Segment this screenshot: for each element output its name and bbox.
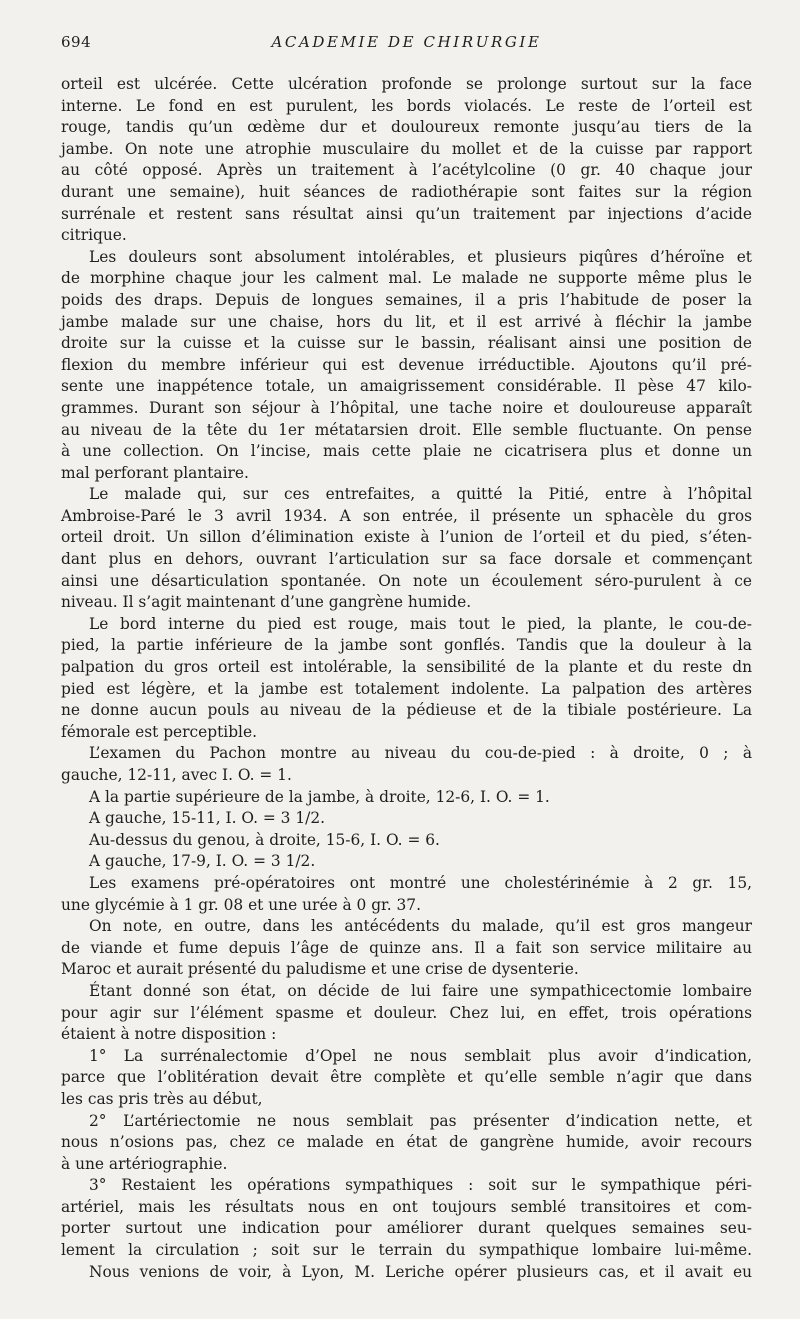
text-line: Étant donné son état, on décide de lui faire une sympathicectomie lombaire: [89, 981, 752, 1000]
text-line: orteil est ulcérée. Cette ulcération profonde se prolonge surtout sur la face: [61, 75, 752, 93]
text-line: Le malade qui, sur ces entrefaites, a quitté la Pitié, entre à l’hôpital: [89, 485, 752, 504]
text-line: étaient à notre disposition :: [61, 1025, 277, 1044]
text-line: poids des draps. Depuis de longues semaines, il a pris l’habitude de poser la: [61, 290, 752, 309]
text-line: niveau. Il s’agit maintenant d’une gangrène humide.: [61, 593, 472, 612]
text-line: à une artériographie.: [61, 1154, 228, 1173]
text-line: ne donne aucun pouls au niveau de la pédieuse et de la tibiale postérieure. La: [61, 701, 752, 720]
text-line: au côté opposé. Après un traitement à l’acétylcoline (0 gr. 40 chaque jour: [61, 161, 752, 180]
text-line: A gauche, 17-9, I. O. = 3 1/2.: [89, 852, 316, 871]
text-line: ainsi une désarticulation spontanée. On note un écoulement séro-purulent à ce: [61, 571, 752, 590]
text-line: Ambroise-Paré le 3 avril 1934. A son entrée, il présente un sphacèle du gros: [61, 506, 752, 525]
text-line: jambe malade sur une chaise, hors du lit, et il est arrivé à fléchir la jambe: [61, 312, 752, 331]
text-line: une glycémie à 1 gr. 08 et une urée à 0 gr. 37.: [61, 895, 421, 914]
text-line: durant une semaine), huit séances de radiothérapie sont faites sur la région: [61, 182, 752, 201]
text-line: sente une inappétence totale, un amaigrissement considérable. Il pèse 47 kilo-: [61, 377, 752, 396]
page-number: 694: [61, 33, 92, 51]
text-line: On note, en outre, dans les antécédents du malade, qu’il est gros mangeur: [89, 917, 752, 936]
text-line: jambe. On note une atrophie musculaire du mollet et de la cuisse par rapport: [61, 139, 752, 158]
text-line: A la partie supérieure de la jambe, à droite, 12-6, I. O. = 1.: [89, 787, 550, 806]
text-line: citrique.: [61, 226, 127, 245]
text-line: Les examens pré-opératoires ont montré une cholestérinémie à 2 gr. 15,: [89, 873, 752, 892]
text-line: lement la circulation ; soit sur le terrain du sympathique lombaire lui-même.: [61, 1241, 752, 1260]
text-line: parce que l’oblitération devait être complète et qu’elle semble n’agir que dans: [61, 1068, 752, 1087]
text-line: grammes. Durant son séjour à l’hôpital, une tache noire et douloureuse apparaît: [61, 398, 752, 417]
text-line: à une collection. On l’incise, mais cette plaie ne cicatrisera plus et donne un: [61, 442, 752, 461]
text-line: palpation du gros orteil est intolérable, la sensibilité de la plante et du reste dn: [61, 658, 752, 677]
text-line: pied, la partie inférieure de la jambe sont gonflés. Tandis que la douleur à la: [61, 636, 752, 655]
text-line: mal perforant plantaire.: [61, 463, 249, 482]
text-line: rouge, tandis qu’un œdème dur et douloureux remonte jusqu’au tiers de la: [61, 118, 752, 137]
text-line: fémorale est perceptible.: [61, 722, 257, 741]
text-line: Maroc et aurait présenté du paludisme et une crise de dysenterie.: [61, 960, 579, 979]
text-line: Les douleurs sont absolument intolérables, et plusieurs piqûres d’héroïne et: [89, 247, 752, 266]
text-line: 2° L’artériectomie ne nous semblait pas présenter d’indication nette, et: [89, 1111, 752, 1130]
text-line: nous n’osions pas, chez ce malade en état de gangrène humide, avoir recours: [61, 1133, 752, 1152]
text-line: surrénale et restent sans résultat ainsi qu’un traitement par injections d’acide: [61, 204, 752, 223]
text-line: de morphine chaque jour les calment mal. Le malade ne supporte même plus le: [61, 269, 752, 288]
body-text: [61, 74, 752, 1283]
text-line: L’examen du Pachon montre au niveau du cou-de-pied : à droite, 0 ; à: [89, 744, 752, 763]
text-line: les cas pris très au début,: [61, 1089, 263, 1108]
text-line: dant plus en dehors, ouvrant l’articulation sur sa face dorsale et commençant: [61, 550, 752, 569]
text-line: 1° La surrénalectomie d’Opel ne nous semblait plus avoir d’indication,: [89, 1046, 752, 1065]
text-line: orteil droit. Un sillon d’élimination existe à l’union de l’orteil et du pied, s’éten-: [61, 528, 752, 547]
text-line: interne. Le fond en est purulent, les bords violacés. Le reste de l’orteil est: [61, 96, 752, 115]
text-line: de viande et fume depuis l’âge de quinze ans. Il a fait son service militaire au: [61, 938, 752, 957]
text-line: au niveau de la tête du 1er métatarsien droit. Elle semble fluctuante. On pense: [61, 420, 752, 439]
text-line: 3° Restaient les opérations sympathiques : soit sur le sympathique péri-: [89, 1176, 752, 1195]
text-line: pour agir sur l’élément spasme et douleur. Chez lui, en effet, trois opérations: [61, 1003, 752, 1022]
text-line: flexion du membre inférieur qui est devenue irréductible. Ajoutons qu’il pré-: [61, 355, 752, 374]
running-header: [61, 33, 752, 55]
text-line: pied est légère, et la jambe est totalement indolente. La palpation des artères: [61, 679, 752, 698]
journal-title: ACADEMIE DE CHIRURGIE: [271, 33, 542, 51]
text-line: Au-dessus du genou, à droite, 15-6, I. O. = 6.: [89, 830, 440, 849]
text-line: gauche, 12-11, avec I. O. = 1.: [61, 766, 292, 784]
text-line: artériel, mais les résultats nous en ont toujours semblé transitoires et com-: [61, 1197, 752, 1216]
text-line: porter surtout une indication pour améliorer durant quelques semaines seu-: [61, 1219, 752, 1238]
text-line: Le bord interne du pied est rouge, mais tout le pied, la plante, le cou-de-: [89, 614, 752, 633]
text-line: Nous venions de voir, à Lyon, M. Leriche opérer plusieurs cas, et il avait eu: [89, 1262, 752, 1281]
text-line: A gauche, 15-11, I. O. = 3 1/2.: [89, 809, 326, 828]
text-line: droite sur la cuisse et la cuisse sur le bassin, réalisant ainsi une position de: [61, 334, 752, 353]
